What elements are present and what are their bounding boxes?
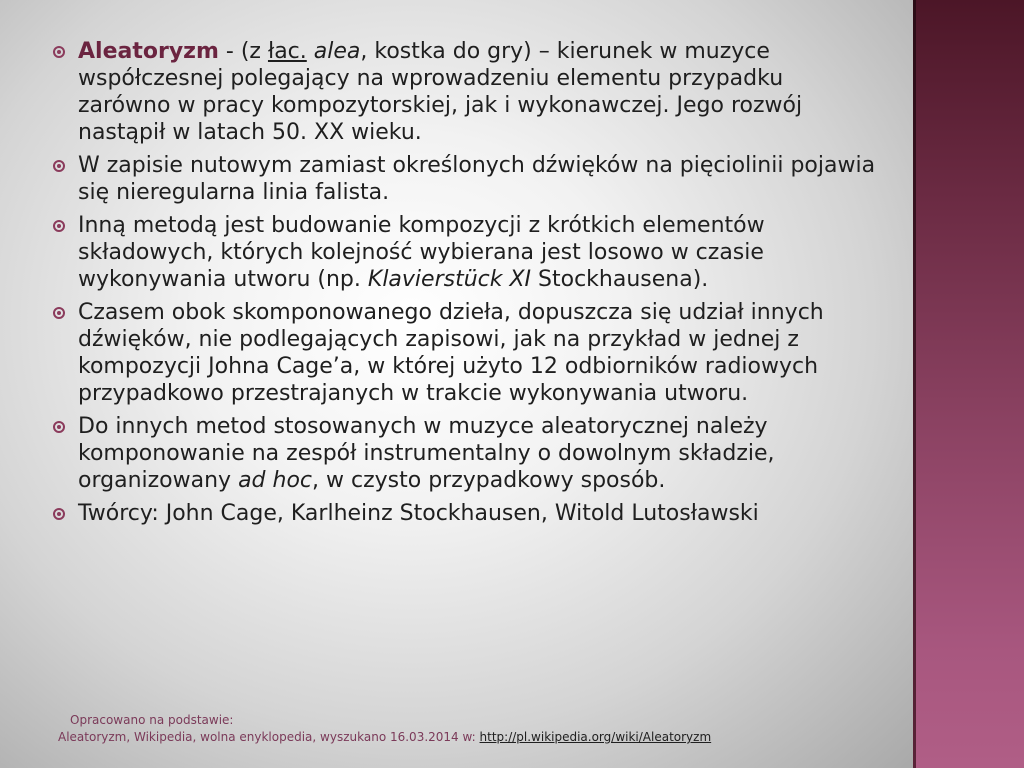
bullet-text: - (z (218, 39, 268, 64)
link-lac[interactable]: łac. (267, 39, 307, 64)
bullet-text (307, 39, 314, 64)
footer-citation (58, 729, 711, 746)
bullet-item-tworcy (52, 500, 882, 527)
bullet-text: Twórcy: John Cage, Karlheinz Stockhausen, Witold Lutosławski (78, 501, 759, 526)
circle-bullet-icon (53, 46, 65, 58)
bullet-list (52, 38, 882, 527)
bullet-item-metoda (52, 212, 882, 293)
footer-citation-text: Aleatoryzm, Wikipedia, wolna enyklopedia, wyszukano 16.03.2014 w: (58, 730, 480, 744)
circle-bullet-icon (53, 508, 65, 520)
bullet-text: Stockhausena). (531, 267, 709, 292)
bullet-text: Czasem obok skomponowanego dzieła, dopuszcza się udział innych dźwięków, nie podlegających zapisowi, jak na przykład w jednej z kompozycji Johna Cage’a, w której użyto 12 odbiorników radiowych przypadkowo przestrajanych w trakcie wykonywania utworu. (78, 300, 824, 406)
bullet-item-inne-metody (52, 413, 882, 494)
bullet-item-zapis (52, 152, 882, 206)
source-footer (58, 712, 711, 746)
footer-source-link[interactable]: http://pl.wikipedia.org/wiki/Aleatoryzm (479, 730, 712, 744)
bullet-text: , kostka do gry) – kierunek w muzyce współczesnej polegający na wprowadzeniu elementu przypadku zarówno w pracy kompozytorskiej, jak i wykonawczej. Jego rozwój nastąpił w latach 50. XX wieku. (78, 39, 803, 145)
bullet-item-aleatoryzm (52, 38, 882, 146)
bullet-text: W zapisie nutowym zamiast określonych dźwięków na pięciolinii pojawia się nieregularna linia falista. (78, 153, 876, 205)
bullet-item-cage (52, 299, 882, 407)
circle-bullet-icon (53, 220, 65, 232)
footer-source-label: Opracowano na podstawie: (70, 713, 234, 727)
circle-bullet-icon (53, 160, 65, 172)
slide-content (52, 38, 882, 533)
circle-bullet-icon (53, 421, 65, 433)
circle-bullet-icon (53, 307, 65, 319)
italic-klavierstuck: Klavierstück XI (367, 267, 532, 292)
bullet-text: Inną metodą jest budowanie kompozycji z krótkich elementów składowych, których kolejność wybierana jest losowo w czasie wykonywania utworu (np. (78, 213, 765, 292)
bullet-text: Do innych metod stosowanych w muzyce aleatorycznej należy komponowanie na zespół instrumentalny o dowolnym składzie, organizowany (78, 414, 775, 493)
bullet-text: , w czysto przypadkowy sposób. (312, 468, 666, 493)
decorative-side-band (913, 0, 1024, 768)
italic-alea: alea (313, 39, 361, 64)
italic-ad-hoc: ad hoc (238, 468, 313, 493)
term-aleatoryzm: Aleatoryzm (78, 39, 219, 64)
